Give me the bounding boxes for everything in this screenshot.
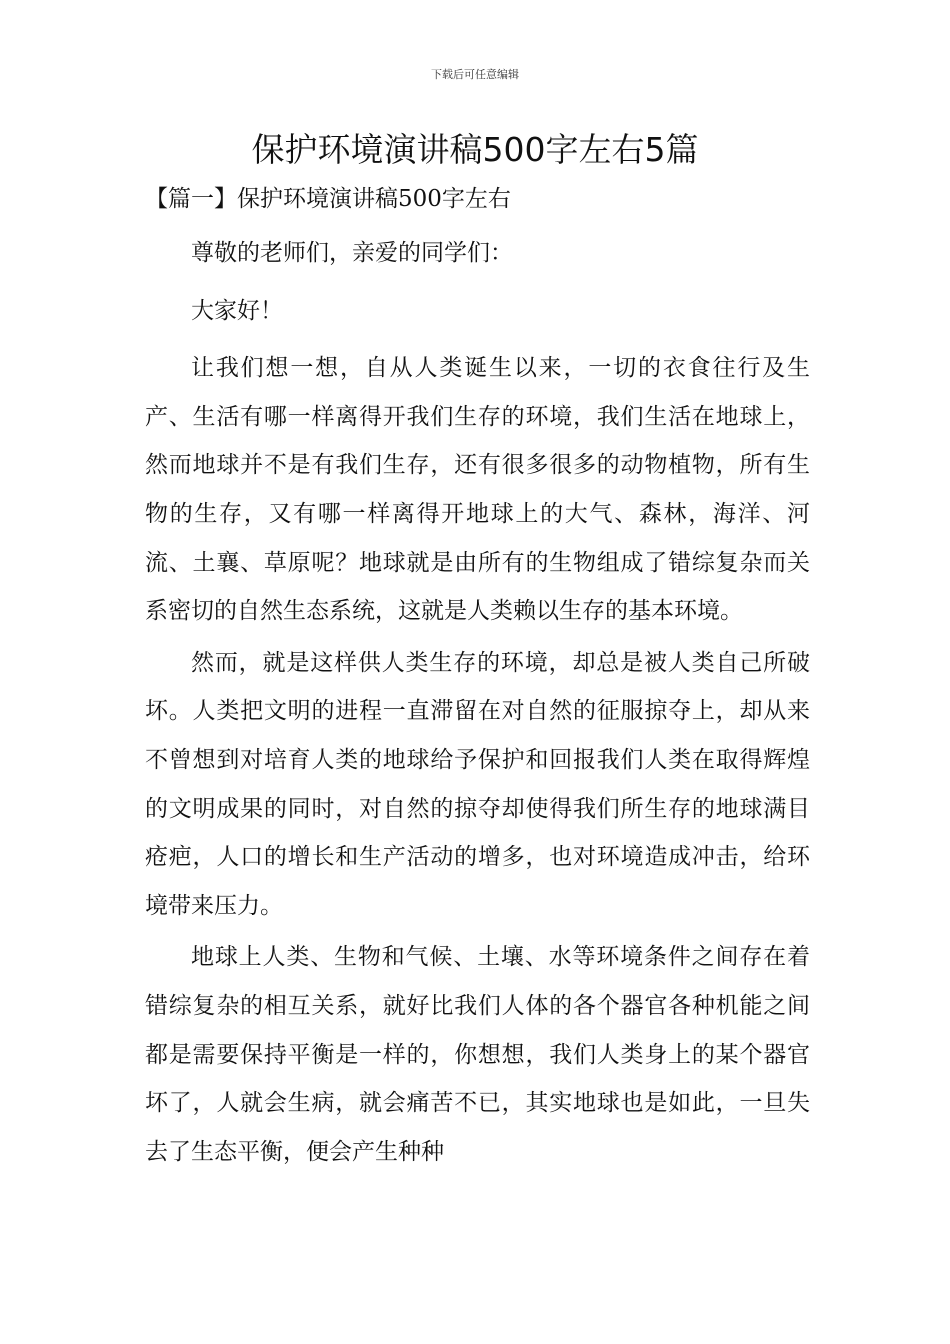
- document-body: [145, 229, 810, 1176]
- body-paragraph: 让我们想一想，自从人类诞生以来，一切的衣食往行及生产、生活有哪一样离得开我们生存的环境，我们生活在地球上，然而地球并不是有我们生存，还有很多很多的动物植物，所有生物的生存，又有哪一样离得开地球上的大气、森林，海洋、河流、土襄、草原呢？地球就是由所有的生物组成了错综复杂而关系密切的自然生态系统，这就是人类赖以生存的基本环境。: [145, 355, 810, 625]
- document-title: 保护环境演讲稿500字左右5篇: [251, 130, 699, 169]
- body-paragraph: 地球上人类、生物和气候、土壤、水等环境条件之间存在着错综复杂的相互关系，就好比我们人体的各个器官各种机能之间都是需要保持平衡是一样的，你想想，我们人类身上的某个器官坏了，人就会生病，就会痛苦不已，其实地球也是如此，一旦失去了生态平衡，便会产生种种: [145, 944, 810, 1165]
- body-paragraph: 然而，就是这样供人类生存的环境，却总是被人类自己所破坏。人类把文明的进程一直滞留在对自然的征服掠夺上，却从来不曾想到对培育人类的地球给予保护和回报我们人类在取得辉煌的文明成果的同时，对自然的掠夺却使得我们所生存的地球满目疮疤，人口的增长和生产活动的增多，也对环境造成冲击，给环境带来压力。: [145, 649, 810, 919]
- section-heading: 【篇一】保护环境演讲稿500字左右: [145, 186, 511, 212]
- header-note: 下载后可任意编辑: [431, 68, 519, 81]
- greeting-paragraph: 大家好！: [191, 297, 283, 324]
- salutation-paragraph: 尊敬的老师们，亲爱的同学们：: [191, 240, 513, 266]
